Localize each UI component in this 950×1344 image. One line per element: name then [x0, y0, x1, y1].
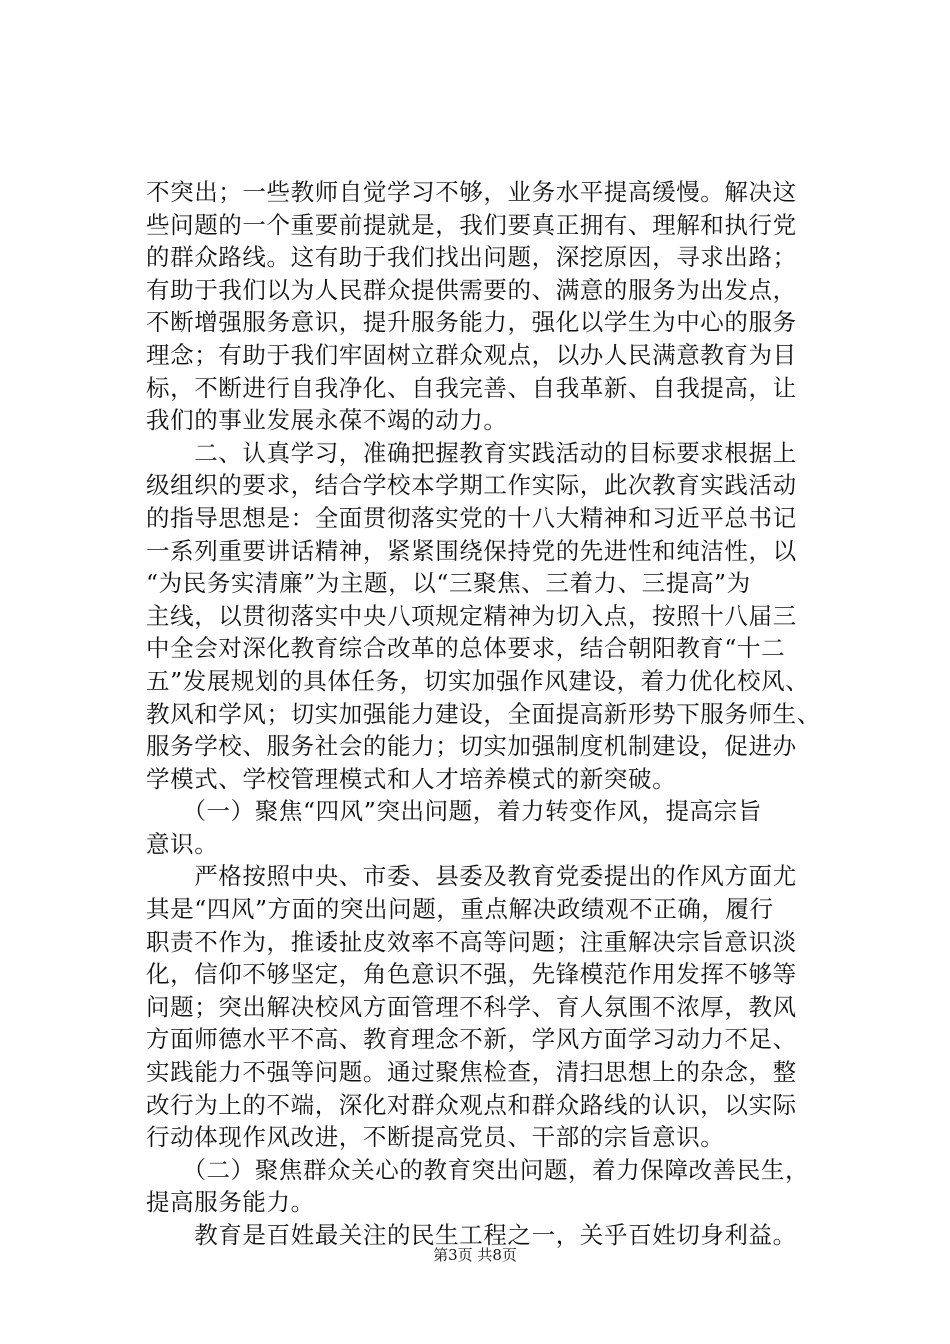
body-text [146, 176, 846, 1252]
text-line: 主线，以贯彻落实中央八项规定精神为切入点，按照十八届三 [146, 601, 797, 630]
text-line: 教风和学风；切实加强能力建设，全面提高新形势下服务师生、 [146, 699, 821, 728]
text-line: 行动体现作风改进，不断提高党员、干部的宗旨意识。 [146, 1123, 725, 1152]
text-line: 二、认真学习，准确把握教育实践活动的目标要求根据上 [146, 438, 797, 467]
text-line: 不突出；一些教师自觉学习不够，业务水平提高缓慢。解决这 [146, 178, 797, 206]
text-line: 化，信仰不够坚定，角色意识不强，先锋模范作用发挥不够等 [146, 960, 797, 989]
text-line: 一系列重要讲话精神，紧紧围绕保持党的先进性和纯洁性，以 [146, 536, 797, 565]
text-line: （二）聚焦群众关心的教育突出问题，着力保障改善民生， [146, 1155, 810, 1184]
text-line: 实践能力不强等问题。通过聚焦检查，清扫思想上的杂念，整 [146, 1058, 797, 1087]
text-line: 中全会对深化教育综合改革的总体要求，结合朝阳教育“十二 [146, 634, 786, 663]
text-line: 服务学校、服务社会的能力；切实加强制度机制建设，促进办 [146, 732, 797, 761]
text-line: 级组织的要求，结合学校本学期工作实际，此次教育实践活动 [146, 471, 797, 500]
text-line: 学模式、学校管理模式和人才培养模式的新突破。 [146, 764, 677, 793]
page-footer: 第3页 共8页 [433, 1246, 517, 1264]
text-line: 问题；突出解决校风方面管理不科学、育人氛围不浓厚，教风 [146, 992, 797, 1021]
text-line: 意识。 [146, 829, 219, 858]
text-line: 些问题的一个重要前提就是，我们要真正拥有、理解和执行党 [146, 210, 797, 239]
text-line: 提高服务能力。 [146, 1188, 315, 1217]
text-line: “为民务实清廉”为主题，以“三聚焦、三着力、三提高”为 [146, 569, 751, 598]
text-line: 五”发展规划的具体任务，切实加强作风建设，着力优化校风、 [146, 666, 810, 695]
text-line: 的群众路线。这有助于我们找出问题，深挖原因，寻求出路； [146, 243, 797, 272]
text-line: 职责不作为，推诿扯皮效率不高等问题；注重解决宗旨意识淡 [146, 927, 797, 956]
text-line: 理念；有助于我们牢固树立群众观点，以办人民满意教育为目 [146, 340, 797, 369]
text-line: 改行为上的不端，深化对群众观点和群众路线的认识，以实际 [146, 1090, 797, 1119]
text-line: 标，不断进行自我净化、自我完善、自我革新、自我提高，让 [146, 373, 797, 402]
text-line: 的指导思想是：全面贯彻落实党的十八大精神和习近平总书记 [146, 503, 797, 532]
text-line: 教育是百姓最关注的民生工程之一，关乎百姓切身利益。 [146, 1221, 797, 1249]
text-line: 不断增强服务意识，提升服务能力，强化以学生为中心的服务 [146, 308, 797, 337]
text-line: 严格按照中央、市委、县委及教育党委提出的作风方面尤 [146, 862, 797, 891]
text-line: （一）聚焦“四风”突出问题，着力转变作风，提高宗旨 [146, 797, 762, 826]
text-line: 其是“四风”方面的突出问题，重点解决政绩观不正确，履行 [146, 895, 774, 924]
text-line: 方面师德水平不高、教育理念不新，学风方面学习动力不足、 [146, 1025, 797, 1054]
text-line: 我们的事业发展永葆不竭的动力。 [146, 406, 508, 435]
text-line: 有助于我们以为人民群众提供需要的、满意的服务为出发点， [146, 275, 797, 304]
